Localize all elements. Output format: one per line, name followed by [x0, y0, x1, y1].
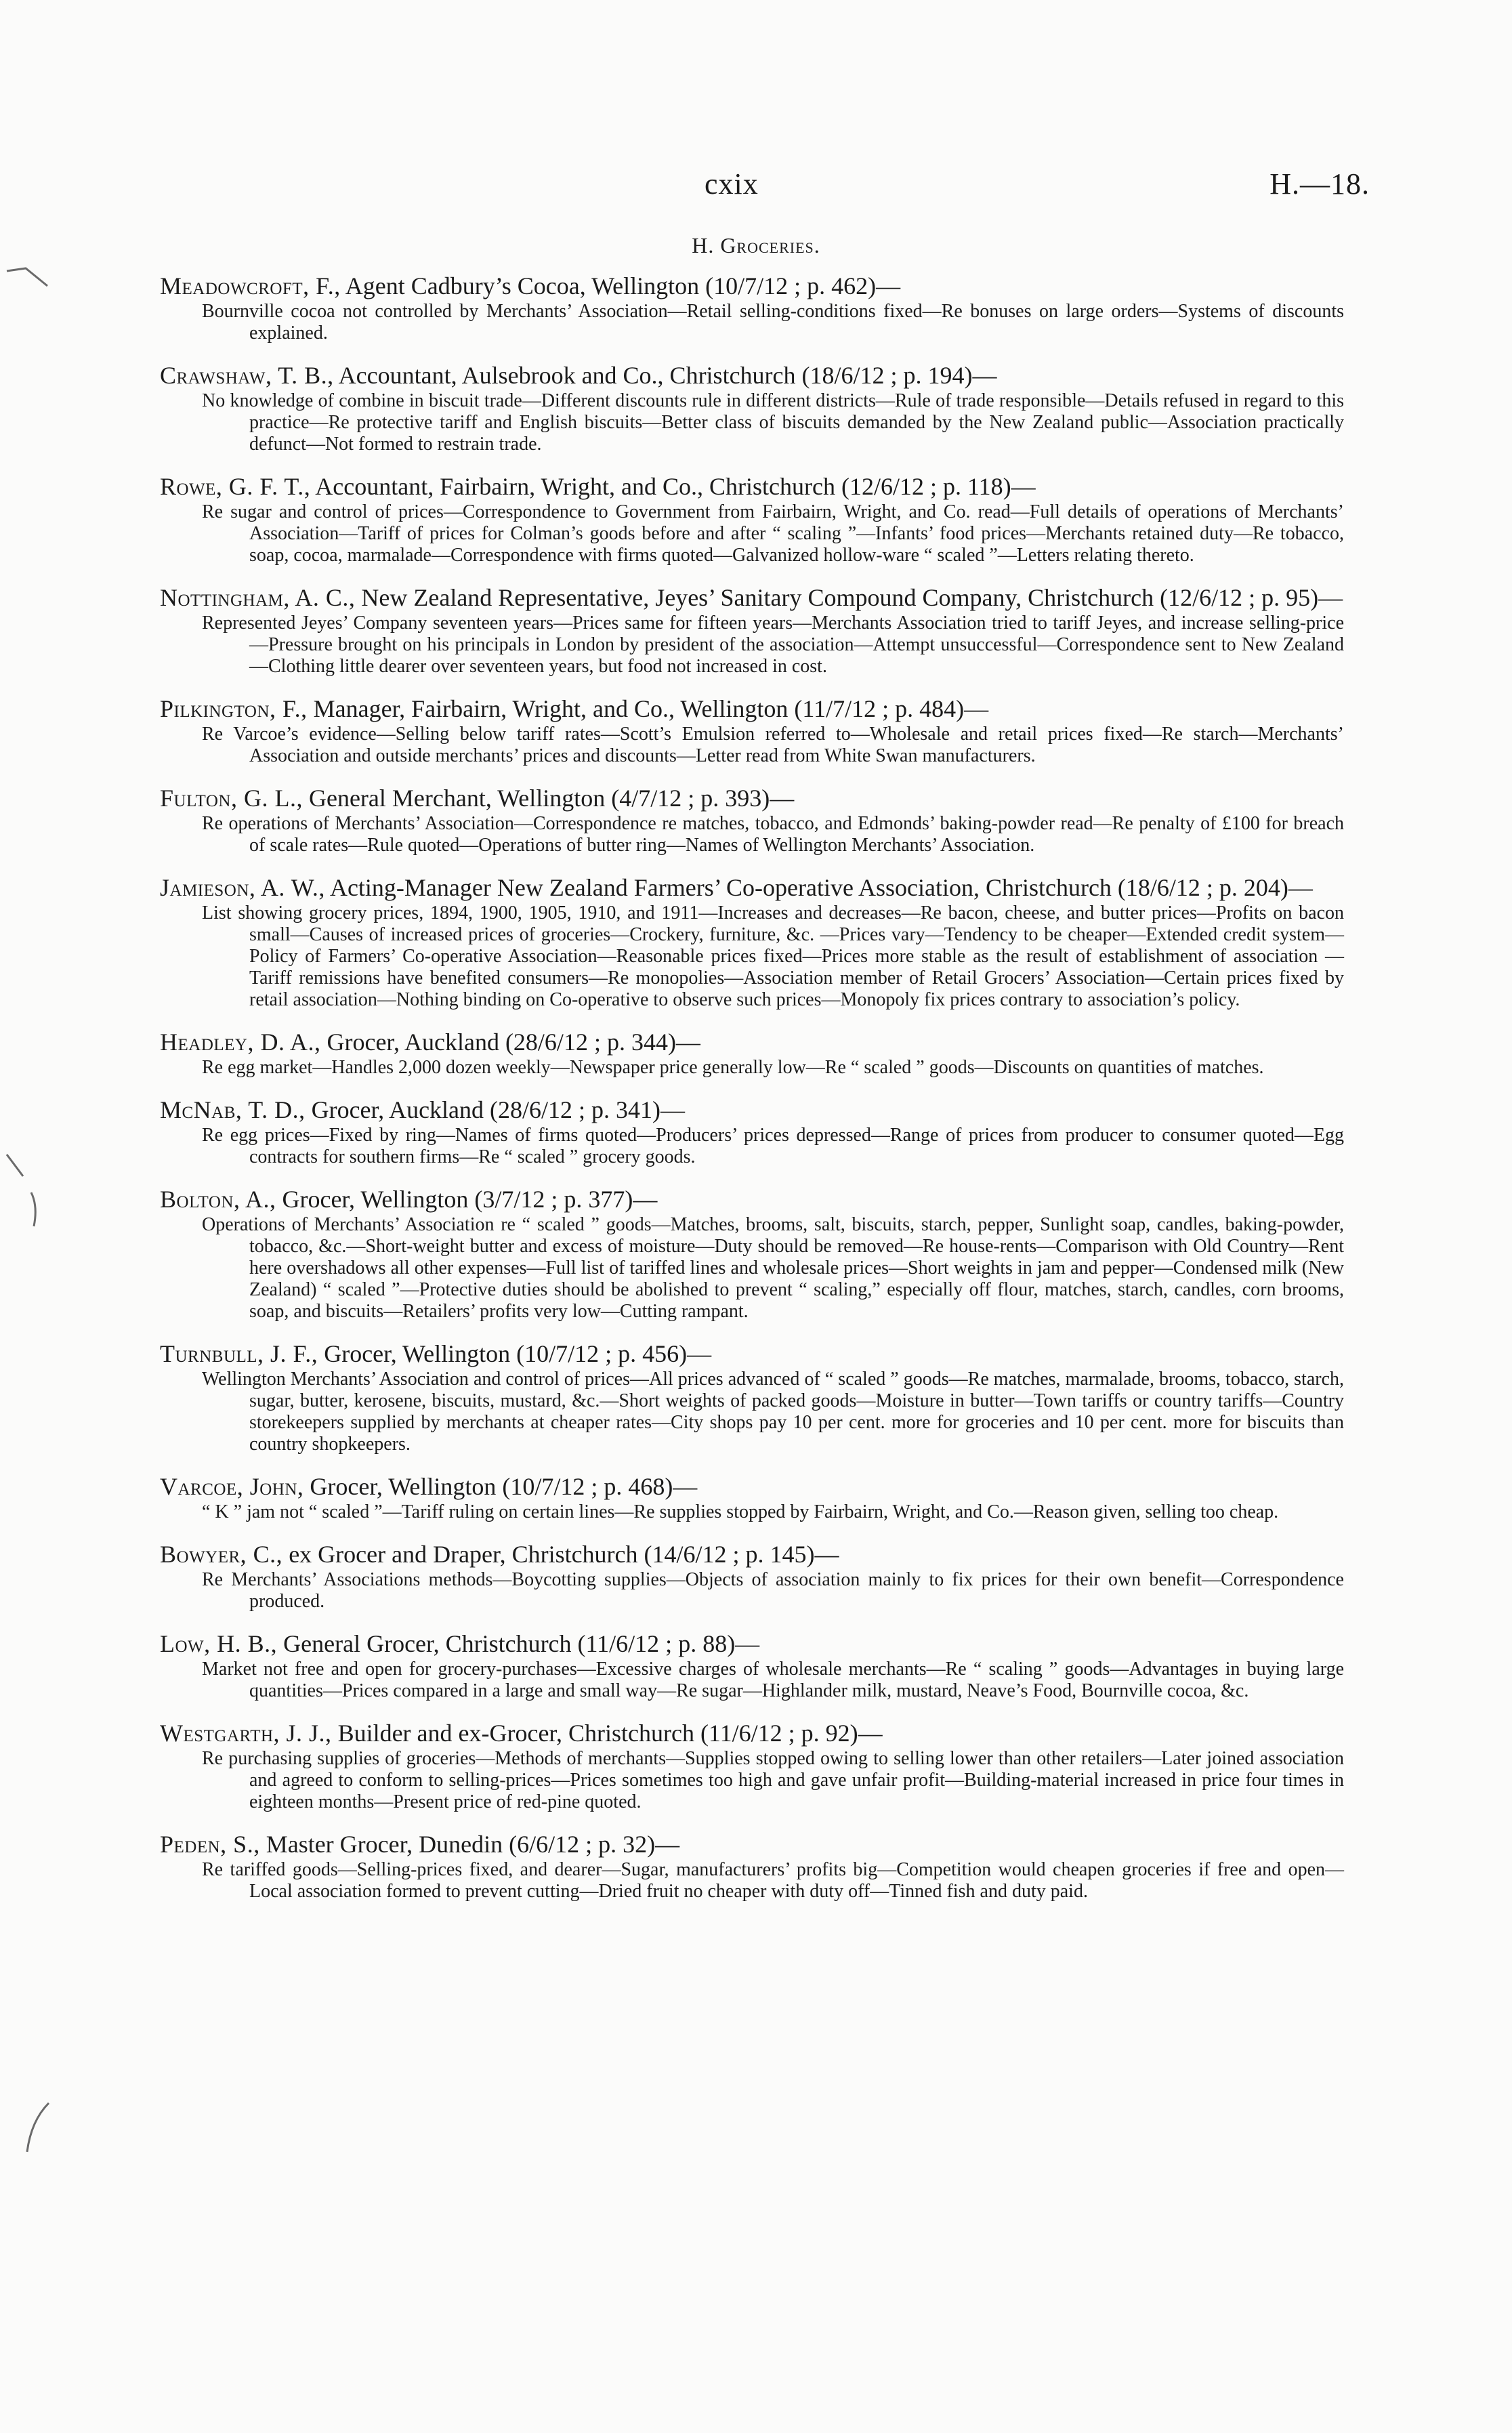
list-item [160, 1028, 1344, 1079]
margin-mark-bottom [24, 2100, 51, 2155]
list-item [160, 1096, 1344, 1168]
entry-summary: Re egg prices—Fixed by ring—Names of firms quoted—Producers’ prices depressed—Range of prices from producer to consumer quoted—Egg contracts for southern firms—Re “ scaled ” grocery goods. [202, 1125, 1344, 1167]
entry-heading [160, 1630, 1344, 1657]
entry-summary: Re sugar and control of prices—Correspondence to Government from Fairbairn, Wright, and Co. read—Full details of operations of Merchants’ Association—Tariff of prices for Colman’s goods before and after “ scaling ”—Infants’ food prices—Merchants retained duty—Re tobacco, soap, cocoa, marmalade—Correspondence with firms quoted—Galvanized hollow-ware “ scaled ”—Letters relating thereto. [202, 501, 1344, 566]
witness-name: Nottingham, A. C., [160, 584, 356, 611]
section-title: Groceries. [720, 233, 820, 257]
witness-name: Bowyer, C., [160, 1541, 283, 1568]
witness-details: Grocer, Wellington (3/7/12 ; p. 377)— [282, 1186, 658, 1213]
witness-details: Acting-Manager New Zealand Farmers’ Co-operative Association, Christchurch (18/6/12 ; p. 204)— [329, 874, 1313, 901]
witness-details: ex Grocer and Draper, Christchurch (14/6/12 ; p. 145)— [289, 1541, 839, 1568]
list-item [160, 1473, 1344, 1523]
entry-summary: Re Merchants’ Associations methods—Boycotting supplies—Objects of association mainly to fix prices for their own benefit—Correspondence produced. [202, 1569, 1344, 1612]
witness-name: Crawshaw, T. B., [160, 362, 334, 389]
entry-heading [160, 1028, 1344, 1056]
list-item [160, 272, 1344, 344]
entry-heading [160, 1541, 1344, 1568]
entry-summary: Re operations of Merchants’ Association—Correspondence re matches, tobacco, and Edmonds’ baking-powder read—Re penalty of £100 for breach of scale rates—Rule quoted—Operations of butter ring—Names of Wellington Merchants’ Association. [202, 813, 1344, 856]
list-item [160, 1340, 1344, 1455]
entry-summary: Re tariffed goods—Selling-prices fixed, and dearer—Sugar, manufacturers’ profits big—Competition would cheapen groceries if free and open—Local association formed to prevent cutting—Dried fruit no cheaper with duty off—Tinned fish and duty paid. [202, 1859, 1344, 1902]
list-item [160, 695, 1344, 767]
witness-details: Accountant, Fairbairn, Wright, and Co., Christchurch (12/6/12 ; p. 118)— [315, 473, 1036, 500]
witness-name: McNab, T. D., [160, 1096, 306, 1123]
entry-heading [160, 874, 1344, 901]
list-item [160, 1541, 1344, 1613]
witness-name: Turnbull, J. F., [160, 1340, 318, 1367]
list-item [160, 362, 1344, 455]
witness-details: Agent Cadbury’s Cocoa, Wellington (10/7/12 ; p. 462)— [345, 272, 901, 299]
witness-name: Jamieson, A. W., [160, 874, 325, 901]
witness-details: Manager, Fairbairn, Wright, and Co., Wellington (11/7/12 ; p. 484)— [313, 695, 989, 722]
list-item [160, 1630, 1344, 1702]
entry-summary: Market not free and open for grocery-purchases—Excessive charges of wholesale merchants—Re “ scaling ” goods—Advantages in buying large quantities—Prices compared in a large and small way—Re sugar—Highlander milk, mustard, Neave’s Food, Bournville cocoa, &c. [202, 1659, 1344, 1701]
list-item [160, 785, 1344, 856]
list-item [160, 473, 1344, 566]
entry-heading [160, 473, 1344, 500]
witness-name: Fulton, G. L., [160, 785, 303, 812]
witness-name: Varcoe, John, [160, 1473, 304, 1500]
page-reference: H.—18. [1269, 167, 1370, 201]
entry-heading [160, 1096, 1344, 1123]
entry-heading [160, 785, 1344, 812]
entry-summary: Bournville cocoa not controlled by Merchants’ Association—Retail selling-conditions fixed—Re bonuses on large orders—Systems of discounts explained. [202, 301, 1344, 344]
witness-name: Westgarth, J. J., [160, 1720, 332, 1747]
witness-name: Peden, S., [160, 1831, 260, 1858]
witness-details: Grocer, Wellington (10/7/12 ; p. 468)— [310, 1473, 698, 1500]
entry-summary: Represented Jeyes’ Company seventeen years—Prices same for fifteen years—Merchants Association tried to tariff Jeyes, and increase selling-price—Pressure brought on his principals in London by president of the association—Attempt unsuccessful—Correspondence sent to New Zealand—Clothing little dearer over seventeen years, but food not increased in cost. [202, 612, 1344, 677]
list-item [160, 874, 1344, 1011]
witness-name: Low, H. B., [160, 1630, 278, 1657]
entry-summary: Wellington Merchants’ Association and control of prices—All prices advanced of “ scaled ” goods—Re matches, marmalade, brooms, tobacco, starch, sugar, butter, kerosene, biscuits, mustard, &c.—Short weights of packed goods—Moisture in butter—Town tariffs or country tariffs—Country storekeepers supplied by merchants at cheaper rates—City shops pay 10 per cent. more for groceries and 10 per cent. more for biscuits than country shopkeepers. [202, 1369, 1344, 1455]
witness-details: Builder and ex-Grocer, Christchurch (11/6/12 ; p. 92)— [337, 1720, 883, 1747]
witness-name: Headley, D. A., [160, 1028, 321, 1056]
witness-details: New Zealand Representative, Jeyes’ Sanitary Compound Company, Christchurch (12/6/12 ; p. 95)— [361, 584, 1343, 611]
entry-heading [160, 272, 1344, 299]
witness-details: Grocer, Auckland (28/6/12 ; p. 344)— [327, 1028, 700, 1056]
witness-name: Meadowcroft, F., [160, 272, 341, 299]
entry-heading [160, 1340, 1344, 1367]
entry-summary: “ K ” jam not “ scaled ”—Tariff ruling on certain lines—Re supplies stopped by Fairbairn, Wright, and Co.—Reason given, selling too cheap. [202, 1501, 1279, 1522]
witness-details: Grocer, Auckland (28/6/12 ; p. 341)— [311, 1096, 686, 1123]
entry-summary: Re egg market—Handles 2,000 dozen weekly—Newspaper price generally low—Re “ scaled ” goods—Discounts on quantities of matches. [202, 1057, 1264, 1078]
section-heading [0, 233, 1512, 258]
list-item [160, 584, 1344, 678]
entry-summary: Operations of Merchants’ Association re “ scaled ” goods—Matches, brooms, salt, biscuits, starch, pepper, Sunlight soap, candles, baking-powder, tobacco, &c.—Short-weight butter and excess of moisture—Duty should be removed—Re house-rents—Comparison with Old Country—Rent here overshadows all other expenses—Full list of tariffed lines and wholesale prices—Short weights in jam and pepper—Condensed milk (New Zealand) “ scaled ”—Protective duties should be abolished to prevent “ scaling,” especially off flour, matches, starch, candles, corn brooms, soap, and biscuits—Retailers’ profits very low—Cutting rampant. [202, 1214, 1344, 1322]
list-item [160, 1186, 1344, 1323]
entries-list [0, 272, 1512, 1920]
entry-summary: List showing grocery prices, 1894, 1900, 1905, 1910, and 1911—Increases and decreases—Re bacon, cheese, and butter prices—Profits on bacon small—Causes of increased prices of groceries—Crockery, furniture, &c. —Prices vary—Tendency to be cheaper—Extended credit system—Policy of Farmers’ Co-operative Association—Reasonable prices fixed—Prices more stable as the result of establishment of association —Tariff remissions have benefited consumers—Re monopolies—Association member of Retail Grocers’ Association—Certain prices fixed by retail association—Nothing binding on Co-operative to observe such prices—Monopoly fix prices contrary to association’s policy. [202, 902, 1344, 1010]
witness-name: Bolton, A., [160, 1186, 276, 1213]
witness-details: Accountant, Aulsebrook and Co., Christchurch (18/6/12 ; p. 194)— [338, 362, 997, 389]
witness-details: General Grocer, Christchurch (11/6/12 ; p. 88)— [283, 1630, 760, 1657]
entry-summary: No knowledge of combine in biscuit trade—Different discounts rule in different districts—Rule of trade responsible—Details refused in regard to this practice—Re protective tariff and English biscuits—Better class of biscuits demanded by the New Zealand public—Association practically defunct—Not formed to restrain trade. [202, 390, 1344, 455]
page-number: cxix [705, 167, 759, 201]
entry-summary: Re Varcoe’s evidence—Selling below tariff rates—Scott’s Emulsion referred to—Wholesale and retail prices fixed—Re starch—Merchants’ Association and outside merchants’ prices and discounts—Letter read from White Swan manufacturers. [202, 724, 1344, 766]
entry-heading [160, 1720, 1344, 1747]
entry-heading [160, 1186, 1344, 1213]
entry-heading [160, 1473, 1344, 1500]
section-letter: H. [692, 233, 715, 257]
entry-heading [160, 584, 1344, 611]
witness-details: Master Grocer, Dunedin (6/6/12 ; p. 32)— [266, 1831, 680, 1858]
entry-heading [160, 1831, 1344, 1858]
entry-summary: Re purchasing supplies of groceries—Methods of merchants—Supplies stopped owing to selling lower than other retailers—Later joined association and agreed to conform to selling-prices—Prices sometimes too high and gave unfair profit—Building-material increased in price four times in eighteen months—Present price of red-pine quoted. [202, 1748, 1344, 1812]
entry-heading [160, 695, 1344, 722]
witness-name: Pilkington, F., [160, 695, 308, 722]
entry-heading [160, 362, 1344, 389]
witness-details: Grocer, Wellington (10/7/12 ; p. 456)— [324, 1340, 712, 1367]
list-item [160, 1831, 1344, 1902]
witness-name: Rowe, G. F. T., [160, 473, 311, 500]
list-item [160, 1720, 1344, 1813]
witness-details: General Merchant, Wellington (4/7/12 ; p. 393)— [308, 785, 795, 812]
